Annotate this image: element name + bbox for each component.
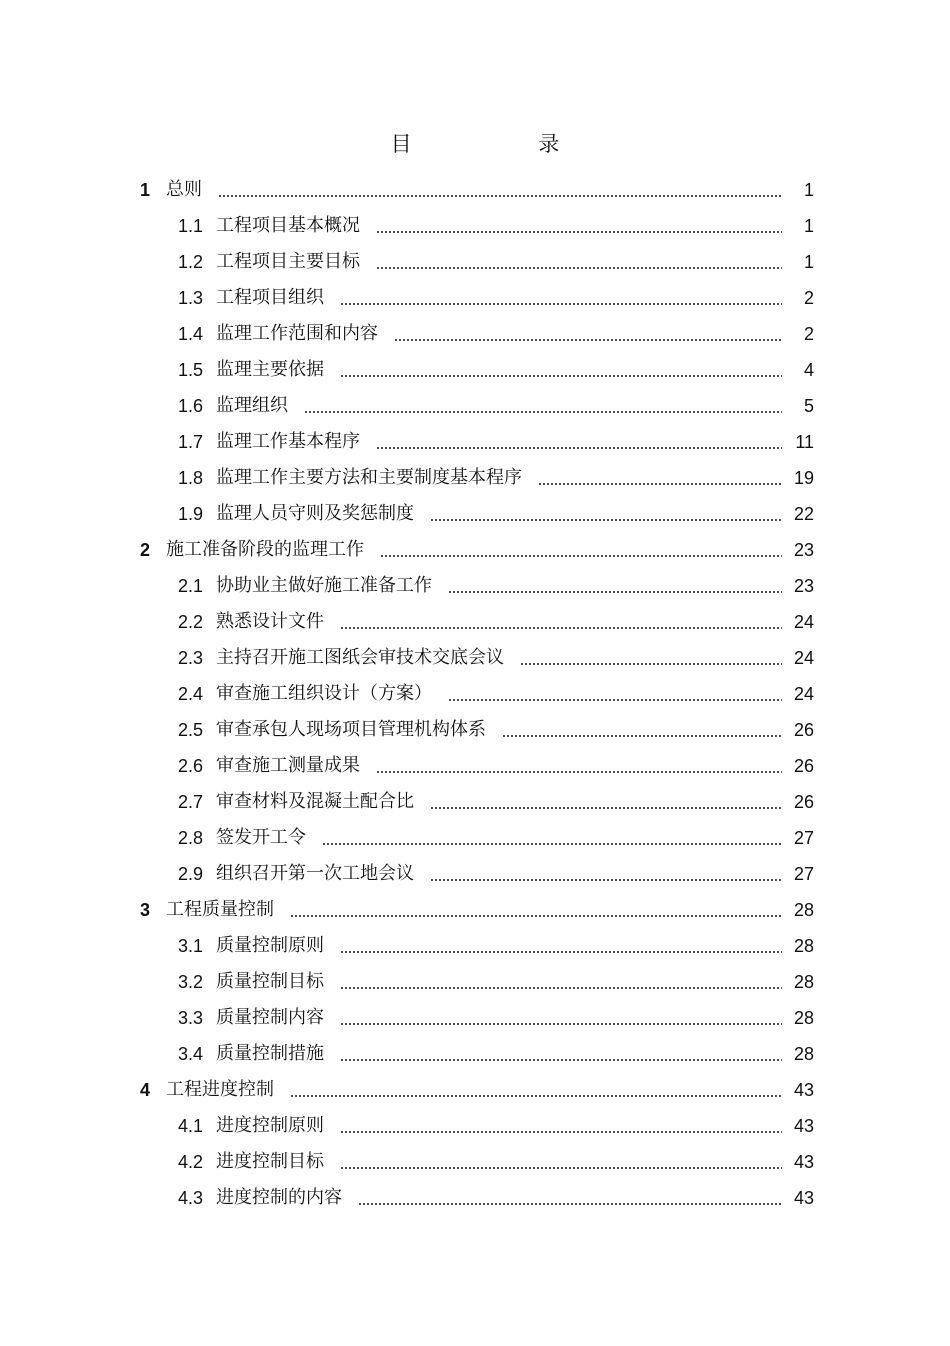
toc-entry-page-number: 2 <box>803 324 814 344</box>
toc-entry-title: 监理工作主要方法和主要制度基本程序 <box>216 467 522 488</box>
toc-section-entry[interactable] <box>0 460 950 496</box>
toc-entry-number: 2.2 <box>178 612 204 632</box>
toc-entry-title: 进度控制的内容 <box>216 1187 342 1208</box>
toc-dot-leader <box>340 1059 782 1061</box>
toc-entry-number: 2.4 <box>178 684 204 704</box>
toc-entry-title: 质量控制原则 <box>216 935 324 956</box>
toc-section-entry[interactable] <box>0 208 950 244</box>
toc-section-entry[interactable] <box>0 676 950 712</box>
toc-entry-page-number: 11 <box>795 432 814 452</box>
toc-entry-title: 监理工作范围和内容 <box>216 323 378 344</box>
toc-dot-leader <box>448 699 782 701</box>
toc-entry-title: 工程项目组织 <box>216 287 324 308</box>
toc-entry-title: 质量控制措施 <box>216 1043 324 1064</box>
toc-entry-number: 3.4 <box>178 1044 204 1064</box>
toc-entry-page-number: 19 <box>793 468 814 488</box>
toc-section-entry[interactable] <box>0 1180 950 1216</box>
toc-entry-page-number: 23 <box>793 540 814 560</box>
toc-section-entry[interactable] <box>0 244 950 280</box>
toc-entry-title: 协助业主做好施工准备工作 <box>216 575 432 596</box>
toc-dot-leader <box>340 375 782 377</box>
toc-entry-page-number: 43 <box>793 1188 814 1208</box>
toc-section-entry[interactable] <box>0 712 950 748</box>
toc-chapter-entry[interactable] <box>0 892 950 928</box>
toc-dot-leader <box>376 771 782 773</box>
toc-entry-title: 工程进度控制 <box>166 1079 274 1100</box>
toc-entry-number: 2 <box>140 540 151 560</box>
toc-entry-number: 2.8 <box>178 828 204 848</box>
toc-entry-number: 1.5 <box>178 360 204 380</box>
toc-entry-page-number: 26 <box>793 792 814 812</box>
toc-entry-title: 熟悉设计文件 <box>216 611 324 632</box>
toc-entry-number: 4.1 <box>178 1116 204 1136</box>
toc-section-entry[interactable] <box>0 1144 950 1180</box>
toc-dot-leader <box>394 339 782 341</box>
toc-dot-leader <box>290 1095 782 1097</box>
toc-entry-number: 2.1 <box>178 576 204 596</box>
toc-entry-title: 工程质量控制 <box>166 899 274 920</box>
toc-section-entry[interactable] <box>0 748 950 784</box>
toc-entry-number: 3.1 <box>178 936 204 956</box>
toc-entry-page-number: 24 <box>793 612 814 632</box>
toc-dot-leader <box>376 267 782 269</box>
toc-title: 目 录 <box>390 132 620 156</box>
toc-section-entry[interactable] <box>0 820 950 856</box>
toc-dot-leader <box>520 663 782 665</box>
toc-dot-leader <box>380 555 782 557</box>
toc-section-entry[interactable] <box>0 1108 950 1144</box>
toc-section-entry[interactable] <box>0 1036 950 1072</box>
toc-dot-leader <box>340 1167 782 1169</box>
toc-dot-leader <box>340 951 782 953</box>
toc-dot-leader <box>322 843 782 845</box>
toc-entry-number: 1.2 <box>178 252 204 272</box>
toc-entry-page-number: 5 <box>803 396 814 416</box>
toc-entry-page-number: 24 <box>793 648 814 668</box>
toc-entry-page-number: 27 <box>793 864 814 884</box>
toc-chapter-entry[interactable] <box>0 1072 950 1108</box>
toc-chapter-entry[interactable] <box>0 532 950 568</box>
toc-entry-number: 1.3 <box>178 288 204 308</box>
toc-entry-number: 1.7 <box>178 432 204 452</box>
toc-entry-number: 4 <box>140 1080 151 1100</box>
toc-chapter-entry[interactable] <box>0 172 950 208</box>
toc-entry-number: 2.9 <box>178 864 204 884</box>
toc-entry-title: 审查材料及混凝土配合比 <box>216 791 414 812</box>
toc-entry-title: 总则 <box>166 179 202 200</box>
toc-section-entry[interactable] <box>0 964 950 1000</box>
toc-section-entry[interactable] <box>0 568 950 604</box>
toc-entry-number: 2.6 <box>178 756 204 776</box>
toc-dot-leader <box>290 915 782 917</box>
toc-entry-page-number: 22 <box>793 504 814 524</box>
toc-section-entry[interactable] <box>0 784 950 820</box>
toc-dot-leader <box>358 1203 782 1205</box>
toc-entry-number: 1.4 <box>178 324 204 344</box>
toc-entry-number: 1.1 <box>178 216 204 236</box>
toc-section-entry[interactable] <box>0 388 950 424</box>
toc-entry-title: 审查施工组织设计（方案） <box>216 683 432 704</box>
toc-entry-page-number: 27 <box>793 828 814 848</box>
toc-dot-leader <box>376 231 782 233</box>
toc-entry-number: 1 <box>140 180 151 200</box>
toc-entry-page-number: 4 <box>803 360 814 380</box>
toc-entry-page-number: 26 <box>793 756 814 776</box>
toc-entry-title: 施工准备阶段的监理工作 <box>166 539 364 560</box>
toc-dot-leader <box>502 735 782 737</box>
toc-entry-title: 进度控制目标 <box>216 1151 324 1172</box>
toc-entry-page-number: 28 <box>793 1044 814 1064</box>
toc-entry-number: 1.9 <box>178 504 204 524</box>
toc-section-entry[interactable] <box>0 640 950 676</box>
toc-entry-title: 监理人员守则及奖惩制度 <box>216 503 414 524</box>
toc-dot-leader <box>448 591 782 593</box>
toc-dot-leader <box>430 807 782 809</box>
toc-entry-title: 工程项目主要目标 <box>216 251 360 272</box>
toc-entry-page-number: 2 <box>803 288 814 308</box>
toc-entry-page-number: 28 <box>793 1008 814 1028</box>
toc-entry-title: 主持召开施工图纸会审技术交底会议 <box>216 647 504 668</box>
toc-entry-title: 组织召开第一次工地会议 <box>216 863 414 884</box>
toc-section-entry[interactable] <box>0 496 950 532</box>
toc-entry-page-number: 43 <box>793 1116 814 1136</box>
toc-entry-title: 质量控制目标 <box>216 971 324 992</box>
toc-dot-leader <box>340 1023 782 1025</box>
toc-dot-leader <box>304 411 782 413</box>
toc-entry-title: 审查施工测量成果 <box>216 755 360 776</box>
toc-entry-page-number: 1 <box>803 216 814 236</box>
toc-entry-number: 4.3 <box>178 1188 204 1208</box>
toc-entry-number: 4.2 <box>178 1152 204 1172</box>
toc-entry-number: 2.5 <box>178 720 204 740</box>
toc-entry-page-number: 1 <box>803 180 814 200</box>
toc-entry-page-number: 23 <box>793 576 814 596</box>
toc-entry-page-number: 1 <box>803 252 814 272</box>
toc-entry-page-number: 28 <box>793 972 814 992</box>
toc-entry-number: 2.7 <box>178 792 204 812</box>
toc-entry-number: 3.3 <box>178 1008 204 1028</box>
toc-entry-page-number: 28 <box>793 936 814 956</box>
toc-section-entry[interactable] <box>0 316 950 352</box>
toc-list <box>0 172 950 1216</box>
toc-entry-number: 2.3 <box>178 648 204 668</box>
toc-dot-leader <box>340 1131 782 1133</box>
toc-entry-title: 签发开工令 <box>216 827 306 848</box>
toc-entry-title: 工程项目基本概况 <box>216 215 360 236</box>
toc-entry-number: 3.2 <box>178 972 204 992</box>
toc-dot-leader <box>430 879 782 881</box>
toc-section-entry[interactable] <box>0 928 950 964</box>
toc-entry-page-number: 43 <box>793 1152 814 1172</box>
toc-entry-title: 监理组织 <box>216 395 288 416</box>
toc-dot-leader <box>538 483 782 485</box>
toc-entry-title: 质量控制内容 <box>216 1007 324 1028</box>
toc-section-entry[interactable] <box>0 424 950 460</box>
toc-entry-number: 1.6 <box>178 396 204 416</box>
toc-entry-page-number: 24 <box>793 684 814 704</box>
toc-dot-leader <box>430 519 782 521</box>
toc-dot-leader <box>376 447 782 449</box>
toc-entry-page-number: 26 <box>793 720 814 740</box>
toc-entry-page-number: 43 <box>793 1080 814 1100</box>
toc-section-entry[interactable] <box>0 856 950 892</box>
toc-entry-number: 3 <box>140 900 151 920</box>
toc-dot-leader <box>340 303 782 305</box>
toc-entry-number: 1.8 <box>178 468 204 488</box>
toc-dot-leader <box>218 195 782 197</box>
toc-section-entry[interactable] <box>0 1000 950 1036</box>
toc-entry-title: 监理工作基本程序 <box>216 431 360 452</box>
toc-section-entry[interactable] <box>0 604 950 640</box>
toc-section-entry[interactable] <box>0 280 950 316</box>
toc-dot-leader <box>340 627 782 629</box>
toc-section-entry[interactable] <box>0 352 950 388</box>
toc-entry-title: 监理主要依据 <box>216 359 324 380</box>
toc-entry-title: 审查承包人现场项目管理机构体系 <box>216 719 486 740</box>
toc-entry-title: 进度控制原则 <box>216 1115 324 1136</box>
toc-dot-leader <box>340 987 782 989</box>
toc-entry-page-number: 28 <box>793 900 814 920</box>
